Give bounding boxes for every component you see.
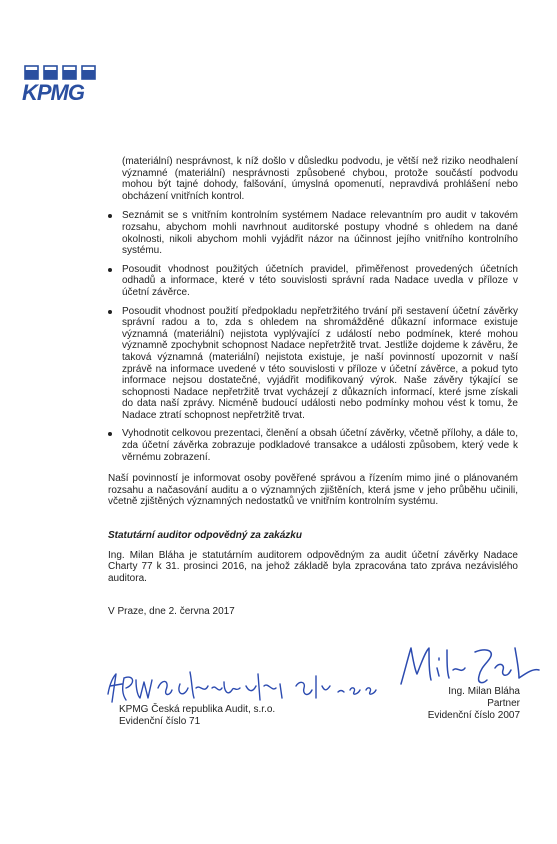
auditor-responsibilities-list bbox=[108, 210, 518, 463]
kpmg-logo-mark bbox=[22, 64, 104, 104]
intro-continuation: (materiální) nesprávnost, k níž došlo v důsledku podvodu, je větší než riziko neodhalení významné (materiální) nesprávnosti způsobené chybou, protože součástí podvodu mohou být tajné dohody, falšování, úmyslná opomenutí, nepravdivá prohlášení nebo obcházení vnitřních kontrol. bbox=[122, 156, 518, 202]
list-item: Posoudit vhodnost použití předpokladu nepřetržitého trvání při sestavení účetní závěrky správní radou a to, zda s ohledem na shromážděné důkazní informace existuje významná (materiální) nejistota vyplývající z událostí nebo podmínek, které mohou významně zpochybnit schopnost Nadace nepřetržitě trvat. Jestliže dojdeme k závěru, že taková významná (materiální) nejistota existuje, je naší povinností upozornit v naší zprávě na informace uvedené v této souvislosti v příloze v účetní závěrce, a pokud tyto informace nejsou dostatečné, vyjádřit modifikovaný výrok. Naše závěry týkající se schopnosti Nadace nepřetržitě trvat vycházejí z důkazních informací, které jsme získali do data naší zprávy. Nicméně budoucí události nebo podmínky mohou vést k tomu, že Nadace ztratí schopnost nepřetržitě trvat. bbox=[108, 306, 518, 422]
svg-text:KPMG: KPMG bbox=[22, 80, 84, 104]
communication-paragraph: Naší povinností je informovat osoby pověřené správou a řízením mimo jiné o plánovaném rozsahu a načasování auditu a o významných zjištěních, která jsme v jeho průběhu učinili, včetně zjištěných významných nedostatků ve vnitřním kontrolním systému. bbox=[108, 473, 518, 508]
kpmg-logo bbox=[22, 64, 104, 104]
list-item: Posoudit vhodnost použitých účetních pravidel, přiměřenost provedených účetních odhadů a informace, které v této souvislosti správní rada Nadace uvedla v příloze v účetní závěrce. bbox=[108, 264, 518, 299]
partner-title: Partner bbox=[487, 698, 520, 709]
list-item: Vyhodnotit celkovou prezentaci, členění a obsah účetní závěrky, včetně přílohy, a dále to, zda účetní závěrka zobrazuje podkladové transakce a události způsobem, který vede k věrnému zobrazení. bbox=[108, 428, 518, 463]
partner-registration-number: Evidenční číslo 2007 bbox=[427, 710, 520, 721]
section-heading: Statutární auditor odpovědný za zakázku bbox=[108, 530, 302, 542]
report-body bbox=[108, 156, 518, 618]
firm-signature-block bbox=[119, 704, 275, 728]
date-line: V Praze, dne 2. června 2017 bbox=[108, 606, 235, 618]
partner-signature-block bbox=[410, 686, 520, 722]
firm-registration-number: Evidenční číslo 71 bbox=[119, 716, 201, 727]
auditor-paragraph: Ing. Milan Bláha je statutárním auditorem odpovědným za audit účetní závěrky Nadace Charty 77 k 31. prosinci 2016, na jehož základě byla zpracována tato zpráva nezávislého auditora. bbox=[108, 549, 518, 584]
list-item: Seznámit se s vnitřním kontrolním systémem Nadace relevantním pro audit v takovém rozsahu, abychom mohli navrhnout auditorské postupy vhodné s ohledem na dané okolnosti, nikoli abychom mohli vyjádřit názor na účinnost jejího vnitřního kontrolního systému. bbox=[108, 210, 518, 256]
partner-handwritten-signature bbox=[395, 640, 545, 692]
firm-name: KPMG Česká republika Audit, s.r.o. bbox=[119, 704, 276, 715]
partner-name: Ing. Milan Bláha bbox=[448, 686, 520, 697]
